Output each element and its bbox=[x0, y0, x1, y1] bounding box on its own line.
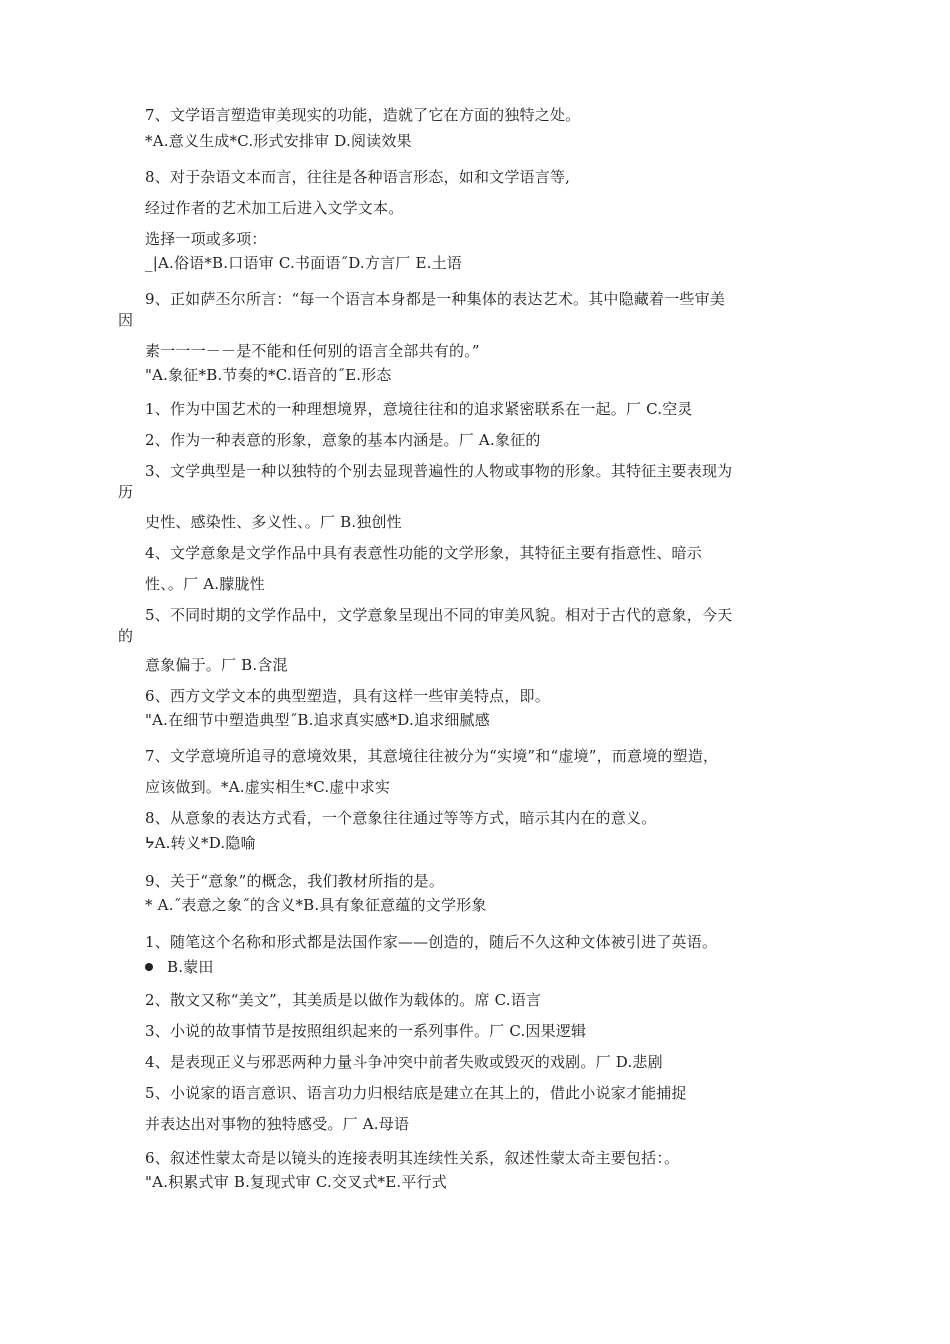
q9-answer: "A.象征*B.节奏的*C.语音的˝E.形态 bbox=[145, 366, 392, 384]
s2-q3-wrap: 历 bbox=[118, 483, 134, 501]
q9-question-wrap: 因 bbox=[118, 311, 134, 329]
s2-q3-cont: 史性、感染性、多义性、。厂 B.独创性 bbox=[145, 513, 402, 531]
s3-q3: 3、小说的故事情节是按照组织起来的一系列事件。厂 C.因果逻辑 bbox=[145, 1022, 587, 1040]
s2-q4-cont: 性、。厂 A.朦胧性 bbox=[145, 575, 265, 593]
s2-q6: 6、西方文学文本的典型塑造，具有这样一些审美特点，即。 bbox=[145, 687, 550, 705]
s3-q6: 6、叙述性蒙太奇是以镜头的连接表明其连续性关系，叙述性蒙太奇主要包括：。 bbox=[145, 1149, 680, 1167]
s2-q5-wrap: 的 bbox=[118, 627, 134, 645]
s2-q1: 1、作为中国艺术的一种理想境界，意境往往和的追求紧密联系在一起。厂 C.空灵 bbox=[145, 400, 693, 418]
q8-answer: _|A.俗语*B.口语审 C.书面语˝D.方言厂 E.土语 bbox=[145, 254, 462, 272]
q7-answer: *A.意义生成*C.形式安排审 D.阅读效果 bbox=[145, 132, 412, 150]
q8-instruction: 选择一项或多项： bbox=[145, 230, 267, 248]
s2-q5: 5、不同时期的文学作品中，文学意象呈现出不同的审美风貌。相对于古代的意象，今天 bbox=[145, 606, 733, 624]
q7-question: 7、文学语言塑造审美现实的功能，造就了它在方面的独特之处。 bbox=[145, 106, 581, 124]
bullet-icon bbox=[145, 963, 153, 971]
s2-q9-answer: * A.˝表意之象˝的含义*B.具有象征意蕴的文学形象 bbox=[145, 896, 487, 914]
s3-q2: 2、散文又称“美文”，其美质是以做作为载体的。席 C.语言 bbox=[145, 991, 542, 1009]
q9-question: 9、正如萨丕尔所言：“每一个语言本身都是一种集体的表达艺术。其中隐藏着一些审美 bbox=[145, 290, 726, 308]
s2-q4: 4、文学意象是文学作品中具有表意性功能的文学形象，其特征主要有指意性、暗示 bbox=[145, 544, 702, 562]
s2-q9: 9、关于“意象”的概念，我们教材所指的是。 bbox=[145, 872, 445, 890]
s3-q1-answer: B.蒙田 bbox=[167, 958, 214, 976]
s2-q5-cont: 意象偏于。厂 B.含混 bbox=[145, 656, 288, 674]
s3-q6-answer: "A.积累式审 B.复现式审 C.交叉式*E.平行式 bbox=[145, 1173, 447, 1191]
s2-q8-answer: ᔭA.转义*D.隐喻 bbox=[145, 834, 256, 852]
s3-q5-cont: 并表达出对事物的独特感受。厂 A.母语 bbox=[145, 1115, 410, 1133]
s2-q2: 2、作为一种表意的形象，意象的基本内涵是。厂 A.象征的 bbox=[145, 431, 541, 449]
s2-q6-answer: "A.在细节中塑造典型˝B.追求真实感*D.追求细腻感 bbox=[145, 711, 490, 729]
q8-question: 8、对于杂语文本而言，往往是各种语言形态，如和文学语言等, bbox=[145, 168, 571, 186]
s2-q7-cont: 应该做到。*A.虚实相生*C.虚中求实 bbox=[145, 778, 391, 796]
q8-question-cont: 经过作者的艺术加工后进入文学文本。 bbox=[145, 199, 404, 217]
s3-q4: 4、是表现正义与邪恶两种力量斗争冲突中前者失败或毁灭的戏剧。厂 D.悲剧 bbox=[145, 1053, 663, 1071]
s2-q7: 7、文学意境所追寻的意境效果，其意境往往被分为“实境”和“虚境”，而意境的塑造， bbox=[145, 747, 719, 765]
s3-q1: 1、随笔这个名称和形式都是法国作家——创造的，随后不久这种文体被引进了英语。 bbox=[145, 933, 718, 951]
q9-question-cont: 素一一一－－是不能和任何别的语言全部共有的。” bbox=[145, 342, 480, 360]
s2-q3: 3、文学典型是一种以独特的个别去显现普遍性的人物或事物的形象。其特征主要表现为 bbox=[145, 462, 733, 480]
s3-q1-answer-row bbox=[145, 957, 214, 977]
s2-q8: 8、从意象的表达方式看，一个意象往往通过等等方式，暗示其内在的意义。 bbox=[145, 809, 657, 827]
s3-q5: 5、小说家的语言意识、语言功力归根结底是建立在其上的，借此小说家才能捕捉 bbox=[145, 1084, 687, 1102]
